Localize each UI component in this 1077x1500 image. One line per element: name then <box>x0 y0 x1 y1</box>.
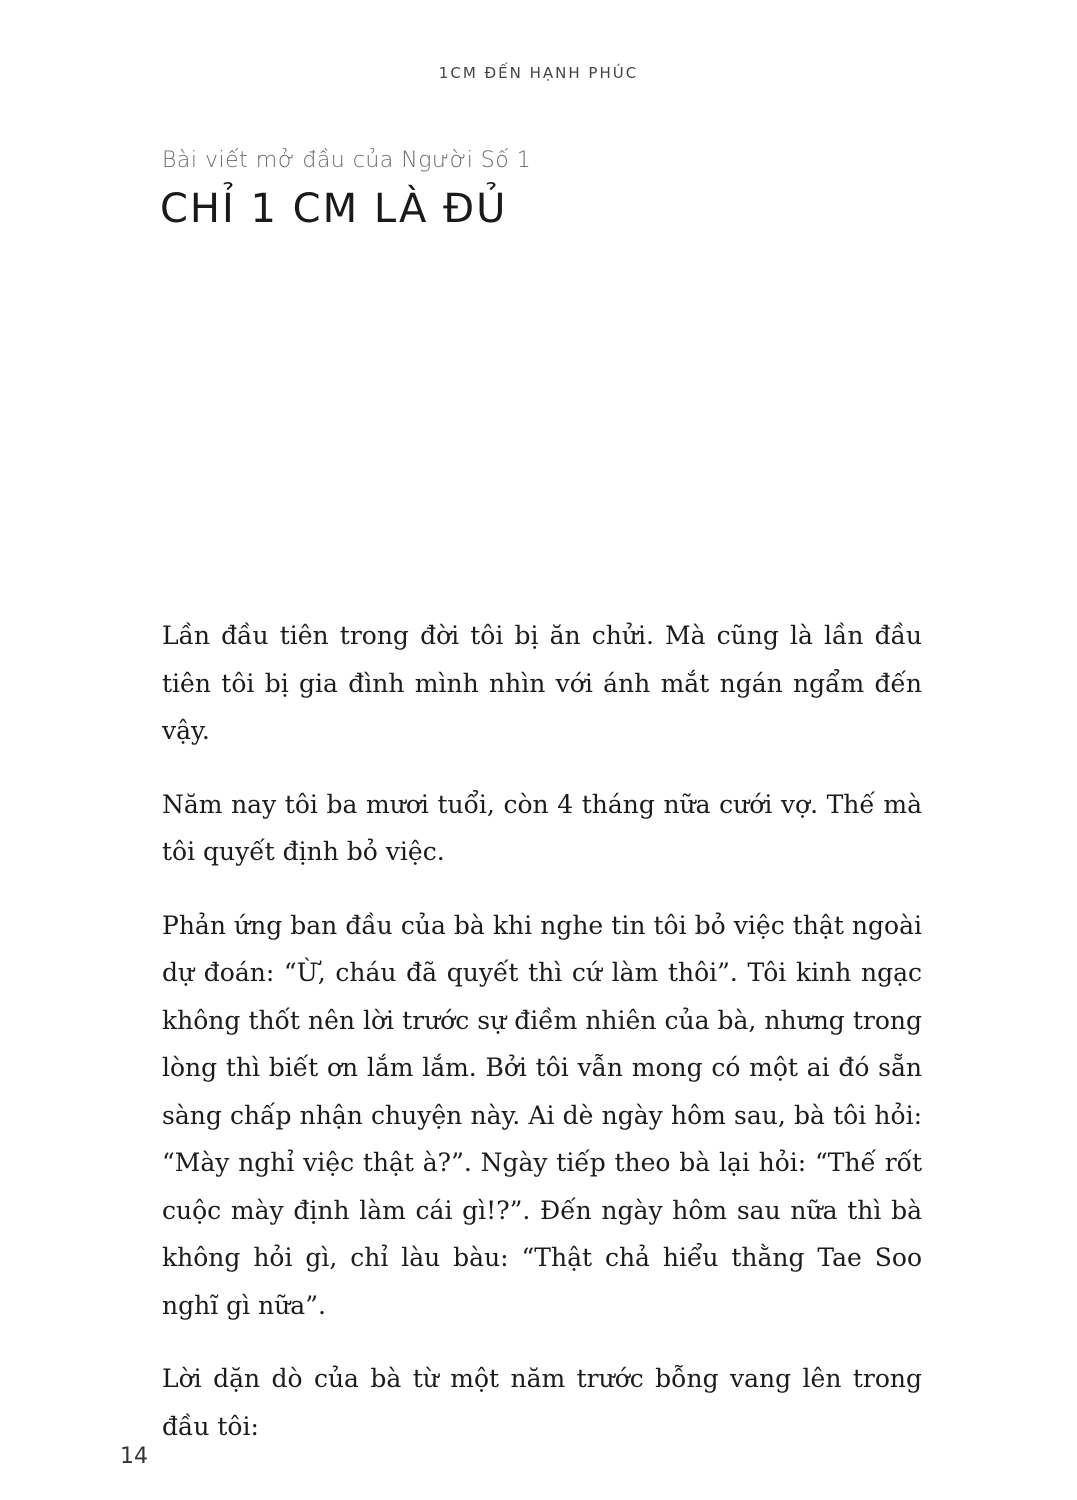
paragraph: Lời dặn dò của bà từ một năm trước bỗng vang lên trong đầu tôi: <box>162 1364 922 1441</box>
chapter-subtitle: Bài viết mở đầu của Người Số 1 <box>162 148 532 173</box>
paragraph: Lần đầu tiên trong đời tôi bị ăn chửi. Mà cũng là lần đầu tiên tôi bị gia đình mình nhìn với ánh mắt ngán ngẩm đến vậy. <box>162 621 922 745</box>
running-header: 1CM ĐẾN HẠNH PHÚC <box>438 64 639 82</box>
page-number: 14 <box>120 1444 148 1469</box>
body-text <box>162 612 922 1476</box>
paragraph: Năm nay tôi ba mươi tuổi, còn 4 tháng nữa cưới vợ. Thế mà tôi quyết định bỏ việc. <box>162 789 922 866</box>
paragraph: Phản ứng ban đầu của bà khi nghe tin tôi bỏ việc thật ngoài dự đoán: “Ừ, cháu đã quyết thì cứ làm thôi”. Tôi kinh ngạc không thốt nên lời trước sự điềm nhiên của bà, nhưng trong lòng thì biết ơn lắm lắm. Bởi tôi vẫn mong có một ai đó sẵn sàng chấp nhận chuyện này. Ai dè ngày hôm sau, bà tôi hỏi: “Mày nghỉ việc thật à?”. Ngày tiếp theo bà lại hỏi: “Thế rốt cuộc mày định làm cái gì!?”. Đến ngày hôm sau nữa thì bà không hỏi gì, chỉ làu bàu: “Thật chả hiểu thằng Tae Soo nghĩ gì nữa”. <box>162 910 922 1320</box>
chapter-title: CHỈ 1 CM LÀ ĐỦ <box>160 186 508 232</box>
